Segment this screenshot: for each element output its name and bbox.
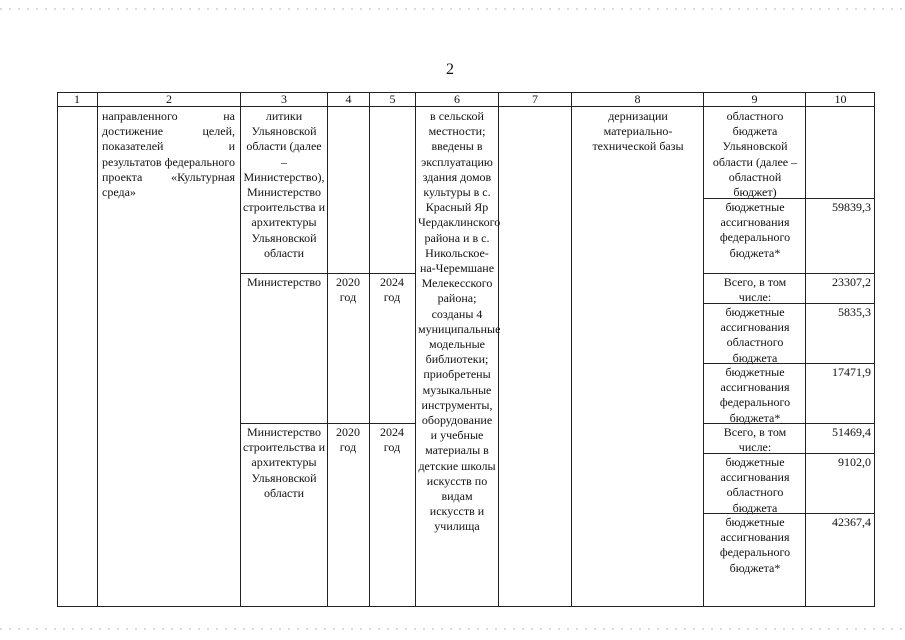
executor-3: Министерство строительства и архитектуры Ульяновской области [243,425,325,500]
header-col-4: 4 [345,92,352,106]
scan-noise-top [0,8,905,10]
header-col-8: 8 [634,92,641,106]
header-col-5: 5 [389,92,396,106]
header-col-3: 3 [281,92,287,106]
header-col-7: 7 [532,92,538,106]
amount-3: 23307,2 [832,275,871,289]
header-col-1: 1 [74,92,80,106]
header-col-6: 6 [454,92,460,106]
expected-result: в сельской местности; введены в эксплуатацию здания домов культуры в с. Красный Яр Чердаклинского района и в с. Никольское-на-Черемшане Мелекесского района; созданы 4 муниципальные модельные библиотеки; приобретены музыкальные инструменты, оборудование и учебные материалы в детские школы искусств по видам искусств и училища [418,109,501,534]
budget-table [57,92,875,607]
event-description: направленного на достижение целей, показателей и результатов федерального проекта «Культурная среда» [102,109,235,200]
funding-source-5: бюджетные ассигнования федерального бюджета* [719,365,791,425]
page-number: 2 [446,61,454,78]
funding-source-8: бюджетные ассигнования федерального бюджета* [719,515,791,575]
funding-source-1: областного бюджета Ульяновской области (далее – областной бюджет) [712,109,798,200]
scan-noise-bottom [0,628,905,630]
amount-8: 42367,4 [832,515,871,529]
target-indicator: дернизации материально-технической базы [592,109,684,154]
header-col-2: 2 [166,92,172,106]
start-year-1: 2020 год [336,275,360,305]
funding-source-7: бюджетные ассигнования областного бюджета [720,455,790,515]
amount-2: 59839,3 [832,200,871,214]
executor-2: Министерство [247,275,321,289]
end-year-2: 2024 год [380,425,404,455]
header-col-10: 10 [834,92,847,106]
amount-7: 9102,0 [838,455,871,469]
funding-source-2: бюджетные ассигнования федерального бюджета* [719,200,791,260]
amount-4: 5835,3 [838,305,871,319]
header-col-9: 9 [751,92,758,106]
start-year-2: 2020 год [336,425,360,455]
executor-1: литики Ульяновской области (далее – Министерство), Министерство строительства и архитектуры Ульяновской области [243,109,325,260]
funding-source-6: Всего, в том числе: [723,425,787,455]
end-year-1: 2024 год [380,275,404,305]
amount-5: 17471,9 [832,365,871,379]
funding-source-4: бюджетные ассигнования областного бюджета [720,305,790,365]
funding-source-3: Всего, в том числе: [723,275,787,305]
amount-6: 51469,4 [832,425,871,439]
